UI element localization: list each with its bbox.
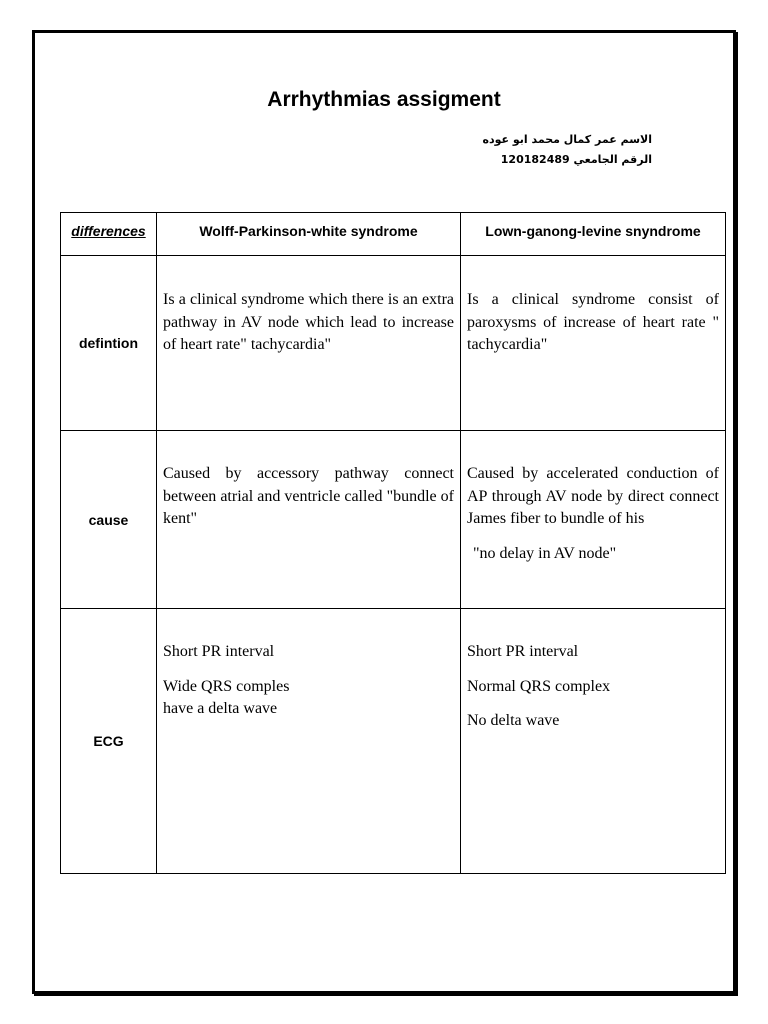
wpw-ecg-line-1: Short PR interval [163,643,275,660]
cell-wpw-cause [157,431,461,609]
table-header-row [61,213,726,256]
document-title: Arrhythmias assigment [267,88,501,111]
row-label-cause: cause [61,431,157,609]
lgl-cause-text: Caused by accelerated conduction of AP through AV node by direct connect James fiber to bundle of his [467,465,719,527]
wpw-definition-text: Is a clinical syndrome which there is an extra pathway in AV node which lead to increase of heart rate" tachycardia" [163,291,454,353]
cell-lgl-ecg [461,609,726,874]
table-row [61,256,726,431]
cell-wpw-ecg [157,609,461,874]
wpw-ecg-line-2: Wide QRS comples have a delta wave [163,677,290,717]
header-differences: differences [61,213,157,256]
lgl-ecg-line-3: No delta wave [467,712,560,729]
comparison-table [60,212,726,874]
lgl-definition-text: Is a clinical syndrome consist of paroxysms of increase of heart rate " tachycardia" [467,291,719,353]
cell-lgl-definition [461,256,726,431]
student-info [482,130,652,170]
header-lgl: Lown-ganong-levine snyndrome [461,213,726,256]
cell-lgl-cause [461,431,726,609]
wpw-cause-text: Caused by accessory pathway connect between atrial and ventricle called "bundle of kent" [163,465,454,527]
cell-wpw-definition [157,256,461,431]
row-label-definition: defintion [61,256,157,431]
table-row [61,609,726,874]
student-id: الرقم الجامعي 120182489 [500,153,652,166]
header-wpw: Wolff-Parkinson-white syndrome [157,213,461,256]
student-name: الاسم عمر كمال محمد ابو عوده [482,133,652,146]
lgl-ecg-line-2: Normal QRS complex [467,677,611,695]
table-row [61,431,726,609]
lgl-cause-note: "no delay in AV node" [473,544,617,562]
lgl-ecg-line-1: Short PR interval [467,643,579,660]
row-label-ecg: ECG [61,609,157,874]
